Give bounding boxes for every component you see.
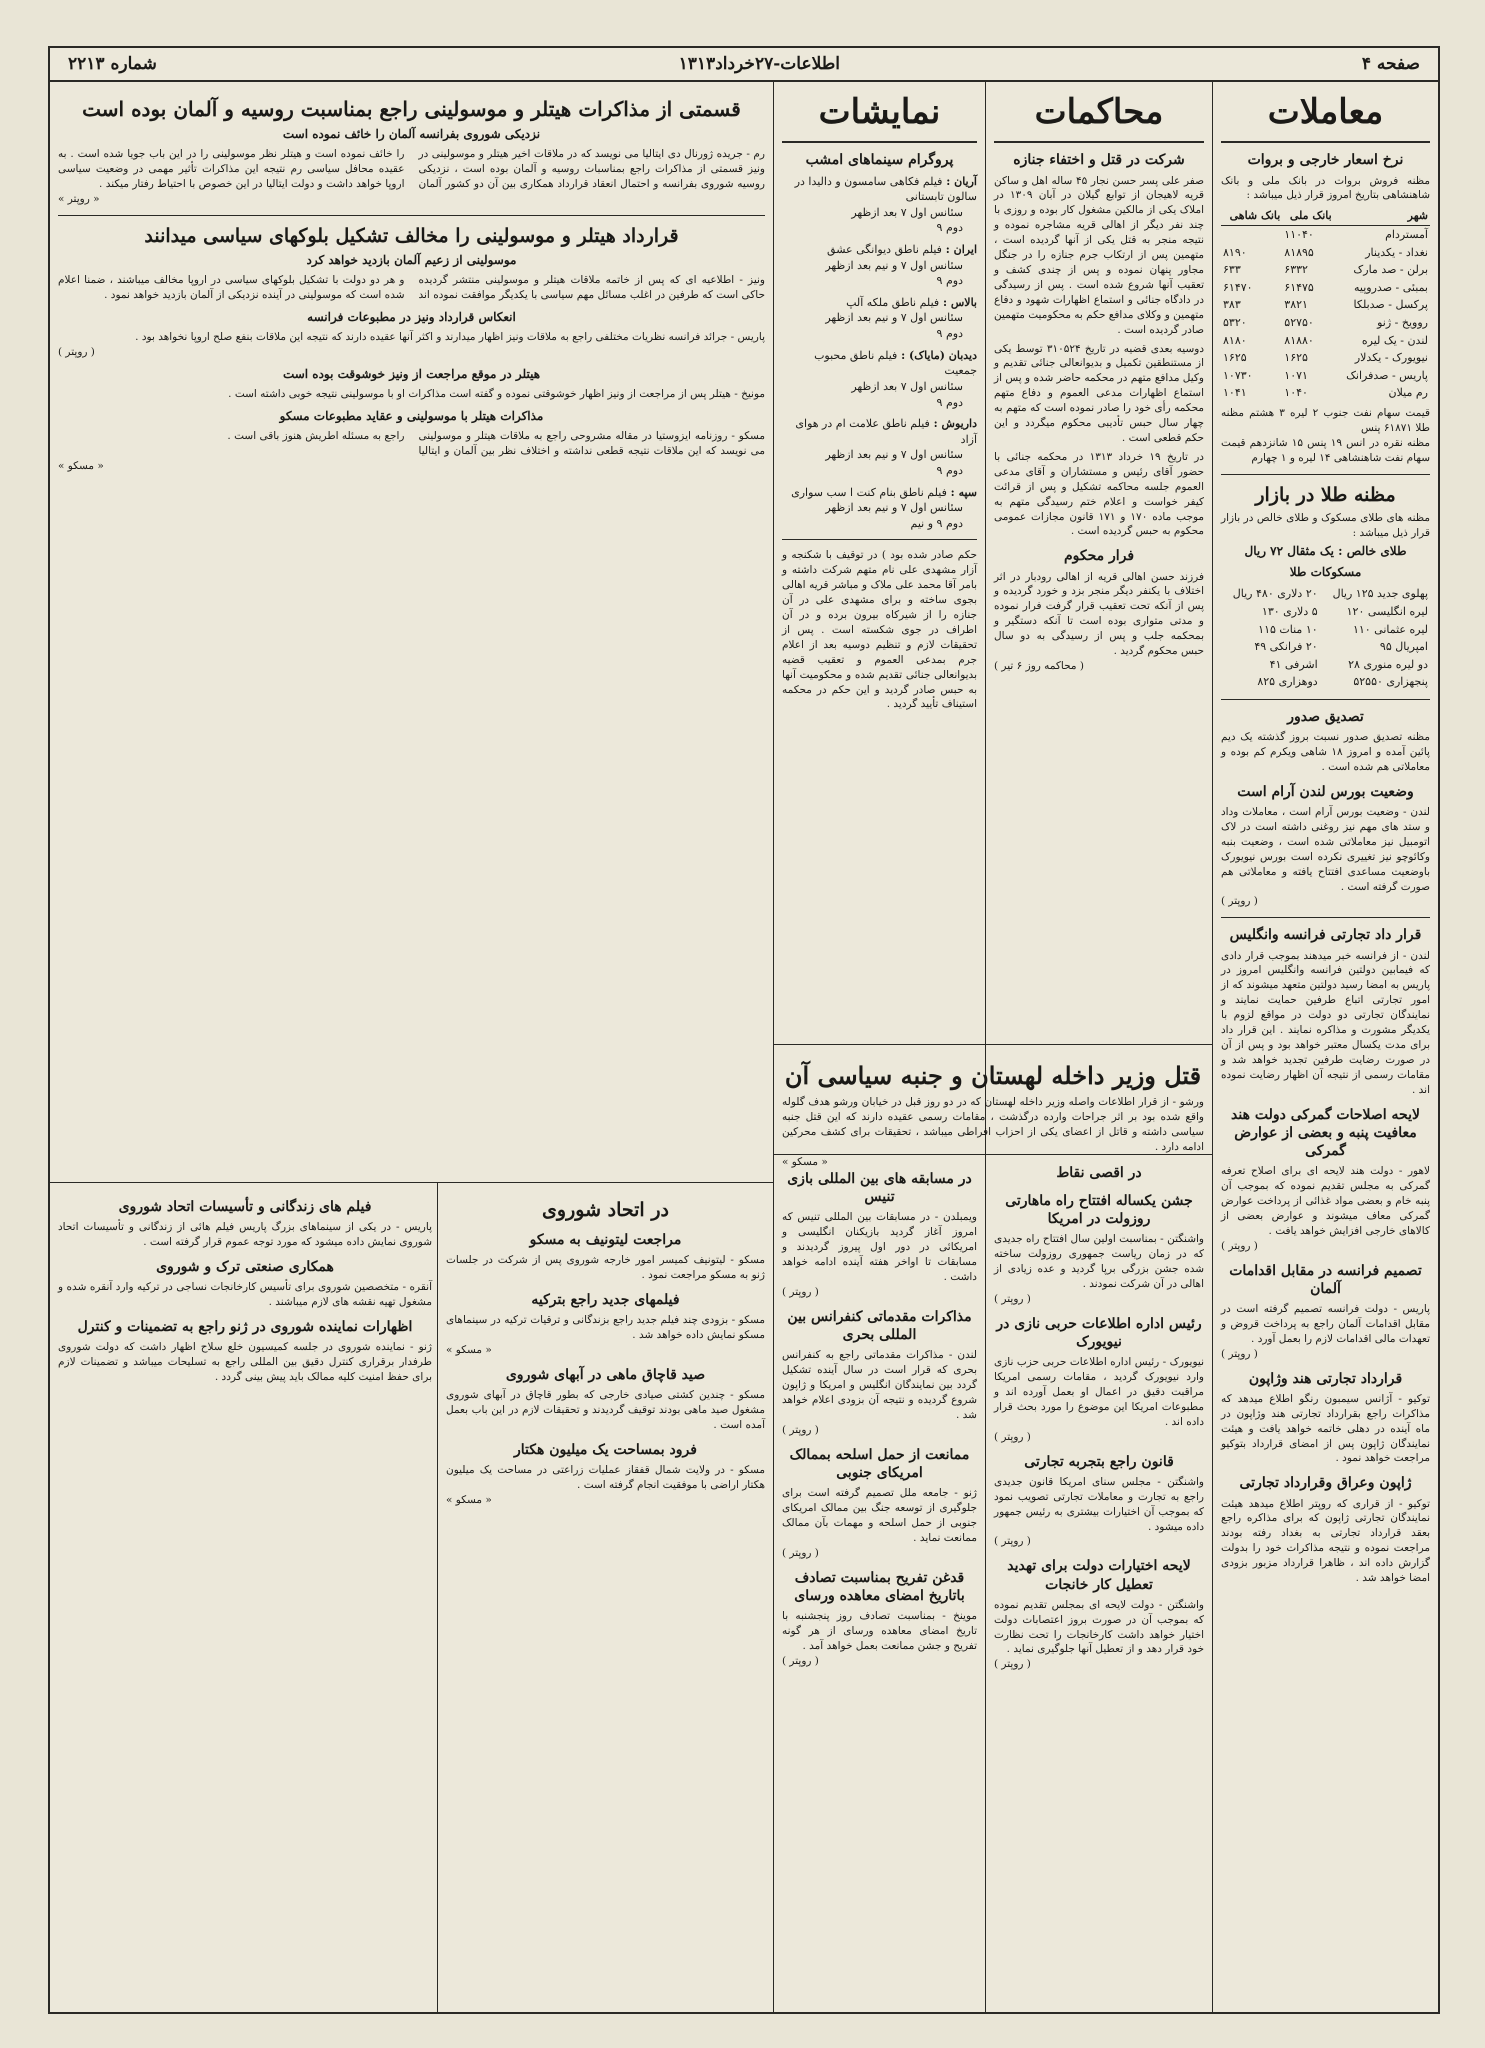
rates-cell: نیویورک - یکدلار: [1354, 351, 1428, 365]
naval-title: مذاکرات مقدماتی کنفرانس بین المللی بحری: [787, 1308, 972, 1343]
soviet-body-4: مسکو - در ولایت شمال قفقاز عملیات زراعتی در مساحت یک میلیون هکتار اراضی با موفقیت انجام گرفته است .: [446, 1463, 765, 1491]
rates-header-cell: بانک شاهی: [1221, 207, 1282, 225]
gold-coin-cell: امپریال ۹۵: [1379, 640, 1428, 654]
rates-cell: ۱۱۰۴۰: [1284, 228, 1314, 241]
section-title-namayeshat: نمایشات: [782, 88, 977, 143]
soviet-source-2: « مسکو »: [446, 1343, 492, 1356]
soviet-body-2: مسکو - بزودی چند فیلم جدید راجع بزندگانی و ترقیات ترکیه در سینماهای مسکو نمایش داده خواهد شد .: [446, 1313, 765, 1341]
misc-title-3: قانون راجع بتجربه تجارتی: [1024, 1453, 1174, 1470]
tariff-source: ( روپتر ): [1221, 1239, 1258, 1252]
rates-cell: ۶۱۴۷۰: [1223, 280, 1253, 294]
rates-cell: روویخ - ژنو: [1377, 316, 1428, 330]
gold-coin-row: [1221, 585, 1430, 603]
rates-cell: ۱۰۴۱: [1223, 386, 1247, 400]
rates-cell: ۱۶۲۵: [1284, 351, 1308, 365]
column-mohakemat: [986, 82, 1212, 1044]
assassination-body: ورشو - از قرار اطلاعات واصله وزیر داخله لهستان که در دو روز قبل در خیابان ورشو هدف گلوله واقع شده بود بر اثر جراحات وارده درگذشت ، مقامات رسمی عقیده دارند که این قتل جنبه سیاسی داشته و قاتل از اعضای یکی از احزاب افراطی میباشد ، تحقیقات برای کشف محرکین ادامه دارد .: [782, 1096, 1204, 1153]
gold-pure-label: طلای خالص: [1346, 544, 1407, 559]
court-title: شرکت در قتل و اختفاء جنازه: [1013, 152, 1185, 169]
gold-coin-row: [1221, 638, 1430, 656]
hitler-source-5: « مسکو »: [58, 459, 104, 472]
hitler-sub-4: هیتلر در موقع مراجعت از ونیز خوشوقت بوده است: [282, 367, 541, 382]
france-source: ( روپتر ): [1221, 1347, 1258, 1360]
misc-body-4: واشنگتن - دولت لایحه ای بمجلس تقدیم نموده که بموجب آن در صورت بروز اعتصابات دولت اختیار خواهد داشت کارخانجات را تحت نظارت خود قرار دهد و از تعطیل آنها جلوگیری نماید .: [994, 1598, 1204, 1656]
court-body-2: دوسیه بعدی قضیه در تاریخ ۳۱۰۵۲۴ توسط یکی از مستنطقین تکمیل و بدیوانعالی جنائی تقدیم و وکیل مدافع متهم در محکمه حاضر شده و پس از استماع اظهارات مدعی العموم و دفاع متهم محکمه رأی خود را صادر نموده است که متهم به چهار سال حبس تأدیبی محکوم میگردد و این حکم قطعی است .: [994, 342, 1204, 444]
masthead: [50, 48, 1438, 82]
hitler-sub-3: انعکاس قرارداد ونیز در مطبوعات فرانسه: [307, 310, 516, 325]
rates-header-cell: بانک ملی: [1282, 207, 1333, 225]
gold-pure-value: یک مثقال ۷۲ ریال: [1244, 544, 1334, 559]
misc-source-3: ( روپتر ): [994, 1535, 1031, 1548]
rates-row: [1221, 332, 1430, 350]
arms-title: ممانعت از حمل اسلحه بممالک امریکای جنوبی: [789, 1446, 970, 1481]
cinema-time: سئانس اول ۷ و نیم بعد ازظهر: [825, 501, 963, 515]
rates-cell: ۳۸۳: [1223, 298, 1241, 312]
rates-cell: ۶۳۳: [1223, 263, 1241, 277]
hitler-body-1: رم - جریده ژورنال دی ایتالیا می نویسد که در ملاقات اخیر هیتلر و موسولینی در ونیز قسمتی از مذاکرات راجع بمناسبات روسیه و آلمان بوده است ، نزدیکی روسیه شوروی بفرانسه و احتمال انعقاد قرارداد همکاری بین آن دو کشور آلمان را خائف نموده است و هیتلر نظر موسولینی را در این باب جویا شده است . به عقیده محافل سیاسی رم نتیجه این مذاکرات تأثیر مهمی در وضعیت سیاسی اروپا خواهد داشت و دولت ایتالیا در این خصوص با احتیاط رفتار میکند .: [58, 148, 765, 190]
column-soviet: [438, 1184, 773, 2012]
cinema-time: سئانس اول ۷ بعد ازظهر: [851, 379, 963, 393]
tariff-body: لاهور - دولت هند لایحه ای برای اصلاح تعرفه گمرکی به مجلس تقدیم نموده که بموجب آن پنبه خام و بعضی مواد غذائی از پرداخت عوارض گمرکی معاف میشوند و عوارض بعضی از کالاهای خارجی افزایش خواهد یافت .: [1221, 1165, 1430, 1237]
cinema-entry: [782, 348, 977, 410]
misc-title-2: رئیس اداره اطلاعات حربی نازی در نیویورک: [996, 1315, 1202, 1350]
misc-source-2: ( روپتر ): [994, 1430, 1031, 1443]
gold-coin-label: مسکوکات طلا: [1289, 565, 1362, 580]
rates-cell: رم میلان: [1388, 386, 1428, 400]
gold-coin-cell: دو لیره منوری ۲۸: [1348, 657, 1428, 671]
rates-table: [1221, 207, 1430, 402]
cinema-film: فیلم ناطق بنام کنت ا سب سواری: [791, 485, 947, 499]
issue-number: شماره ۲۲۱۳: [68, 54, 157, 74]
cinema-entry: [782, 416, 977, 478]
rates-row: [1221, 349, 1430, 367]
gold-coins-table: [1221, 585, 1430, 691]
bourse-title: وضعیت بورس لندن آرام است: [1237, 783, 1414, 800]
court-body-4: فرزند حسن اهالی قریه از اهالی رودبار در اثر اختلاف با یکنفر دیگر منجر بزد و خورد گردیده و پس از آنکه تحت تعقیب قرار گرفت فرار نموده و مدتی متواری بوده است تا آنکه دستگیر و بمحکمه جلب و پس از رسیدگی به دو سال حبس محکوم گردید .: [994, 570, 1204, 658]
assassination-block: [774, 1046, 1212, 1168]
film-body: پاریس - در یکی از سینماهای بزرگ پاریس فیلم هائی از زندگانی و تأسیسات اتحاد شوروی نمایش داده میشود که مورد توجه عموم قرار گرفته است .: [58, 1221, 432, 1249]
rates-cell: بمبئی - صدروپیه: [1354, 280, 1428, 294]
hitler-body-3: پاریس - جرائد فرانسه نظریات مختلفی راجع به ملاقات ونیز اظهار میدارند و اکثر آنها عقیده دارند که نتیجه این ملاقات بنفع صلح اروپا نخواهد بود .: [135, 331, 765, 344]
tennis-source: ( روپتر ): [782, 1285, 819, 1298]
rates-cell: ۱۰۴۰: [1284, 386, 1308, 400]
rates-cell: ۱۶۲۵: [1223, 351, 1247, 365]
gold-coin-row: [1221, 603, 1430, 621]
rates-cell: ۱۰۷۳۰: [1223, 368, 1253, 382]
rates-title: نرخ اسعار خارجی و بروات: [1247, 152, 1404, 169]
trade-title: قرار داد تجارتی فرانسه وانگلیس: [1229, 927, 1422, 944]
cinema-entry: [782, 242, 977, 289]
bourse-body: لندن - وضعیت بورس آرام است ، معاملات وداد و ستد های مهم نیز روغنی داشته است در لاک اتومبیل نیز معاملاتی شده است ، وضعیت بنبه وکائوچو نیز تغییری نکرده است بورس نیویورک باوضعیت مساعدی افتتاح یافته و معاملاتی هم صورت گرفته است .: [1221, 806, 1430, 893]
cinema-entry: [782, 295, 977, 342]
section-title-mohakemat: محاکمات: [994, 88, 1204, 143]
rates-note-2: مظنه نقره در انس ۱۹ پنس ۱۵ شانزدهم قیمت سهام نفت شاهنشاهی ۱۴ لیره و ۱ چهارم: [1221, 436, 1430, 464]
coop-body: آنقره - متخصصین شوروی برای تأسیس کارخانجات نساجی در ترکیه وارد آنقره شده و مشغول تهیه نقشه های لازم میباشند .: [58, 1281, 432, 1309]
geneva-body: ژنو - نماینده شوروی در جلسه کمیسیون خلع سلاح اظهار داشت که دولت شوروی طرفدار برقراری کنترل دقیق بین المللی راجع به تسلیحات میباشد و تضمینات لازم برای حفظ امنیت کلیه ممالک باید پیش بینی گردد .: [58, 1341, 432, 1383]
column-intl: [774, 1156, 985, 2012]
misc-body-1: واشنگتن - بمناسبت اولین سال افتتاح راه جدیدی که در زمان ریاست جمهوری روزولت ساخته شده جشن بزرگی برپا گردید و عده زیادی از اهالی در آن شرکت نمودند .: [994, 1233, 1204, 1290]
cinema-time: دوم ۹ و نیم: [910, 516, 963, 530]
cinema-time: سئانس اول ۷ بعد ازظهر: [851, 205, 963, 219]
geneva-title: اظهارات نماینده شوروی در ژنو راجع به تضمینات و کنترل: [77, 1319, 413, 1335]
tariff-title: لایحه اصلاحات گمرکی دولت هند معافیت پنبه و بعضی از عوارض گمرکی: [1231, 1106, 1420, 1159]
sodur-title: تصدیق صدور: [1287, 708, 1364, 725]
ban-title: قدغن تفریح بمناسبت تصادف باتاریخ امضای معاهده ورسای: [794, 1569, 965, 1604]
misc-source-1: ( روپتر ): [994, 1292, 1031, 1305]
hitler-title-2: قرارداد هیتلر و موسولینی را مخالف تشکیل بلوکهای سیاسی میدانند: [144, 224, 679, 247]
rates-cell: نغداد - یکدینار: [1365, 245, 1428, 259]
gold-coin-row: [1221, 673, 1430, 691]
rates-cell: پاریس - صدفرانک: [1346, 368, 1428, 382]
gold-coin-row: [1221, 621, 1430, 639]
hitler-sub-5: مذاکرات هیتلر با موسولینی و عقاید مطبوعات مسکو: [279, 408, 544, 423]
gold-title: مظنه طلا در بازار: [1255, 483, 1396, 506]
assassination-source: « مسکو »: [782, 1155, 828, 1168]
ban-body: موینخ - بمناسبت تصادف روز پنجشنبه با تاریخ امضای معاهده ورسای از هر گونه تفریح و جشن ممانعت بعمل خواهد آمد .: [782, 1609, 977, 1652]
cinema-time: دوم ۹: [936, 221, 963, 235]
cinema-name: ایران :: [941, 243, 977, 257]
misc-source-4: ( روپتر ): [994, 1658, 1031, 1671]
cinema-entry: [782, 485, 977, 532]
trade-body: لندن - از فرانسه خبر میدهند بموجب قرار دادی که فیمابین دولتین فرانسه وانگلیس امروز در پاریس به امضا رسید دولتین متعهد میشوند که از امور تجارتی اتباع طرفین حمایت نمایند و نمایندگان تجارتی دو دولت در مواقع لزوم با یکدیگر مشورت و مذاکره نمایند . این قرار داد برای مدت یکسال معتبر خواهد بود و پس از آن در صورت رضایت طرفین تجدید خواهد شد و مقامات رسمی از نتیجه آن اظهار رضایت نموده اند .: [1221, 949, 1430, 1096]
soviet-title-2: فیلمهای جدید راجع بترکیه: [531, 1291, 680, 1308]
gold-coin-cell: اشرفی ۴۱: [1269, 657, 1318, 671]
rates-cell: [1221, 226, 1282, 244]
column-soviet-misc: [50, 1184, 440, 2012]
cinema-film: فیلم ناطق دیوانگی عشق: [827, 243, 942, 257]
rates-header-cell: شهر: [1334, 207, 1430, 225]
gold-intro: مظنه های طلای مسکوک و طلای خالص در بازار قرار ذیل میباشد :: [1221, 512, 1430, 540]
rates-cell: ۶۳۳۲: [1284, 263, 1308, 277]
cinema-film: فیلم ناطق محبوب جمعیت: [814, 348, 977, 378]
hitler-body-2: ونیز - اطلاعیه ای که پس از خاتمه ملاقات هیتلر و موسولینی منتشر گردیده حاکی است که طرفین در اغلب مسائل مهم سیاسی با یکدیگر موافقت نموده اند و هر دو دولت با تشکیل بلوکهای سیاسی در اروپا مخالف میباشند ، ضمنا اعلام شده است که موسولینی در آینده نزدیکی از آلمان بازدید خواهد نمود .: [58, 274, 765, 302]
gold-coin-cell: ۱۰ منات ۱۱۵: [1258, 622, 1318, 636]
cinema-program-title: پروگرام سینماهای امشب: [805, 152, 954, 169]
cinema-name: بالاس :: [939, 295, 977, 309]
rates-row: [1221, 296, 1430, 314]
soviet-head: در اتحاد شوروی: [542, 1199, 669, 1221]
cinema-name: سپه :: [946, 485, 977, 499]
cinema-entry: [782, 174, 977, 236]
rates-cell: آمستردام: [1385, 228, 1428, 241]
naval-body: لندن - مذاکرات مقدماتی راجع به کنفرانس بحری که قرار است در سال آینده تشکیل گردد بین نمایندگان انگلیس و امریکا و ژاپون شروع گردیده و نتیجه آن بزودی اعلام خواهد شد .: [782, 1349, 977, 1421]
rates-row: [1221, 367, 1430, 385]
rates-row: [1221, 226, 1430, 244]
hitler-body-4: مونیخ - هیتلر پس از مراجعت از ونیز اظهار خوشوقتی نموده و گفته است مذاکرات او با موسولینی نتیجه خوبی داشته است .: [228, 388, 765, 401]
france-body: پاریس - دولت فرانسه تصمیم گرفته است در مقابل اقدامات آلمان راجع به پرداخت قروض و تعهدات مالی اقدامات لازم را بعمل آورد .: [1221, 1303, 1430, 1345]
issue-date: اطلاعات-۲۷خرداد۱۳۱۳: [678, 54, 840, 74]
rates-cell: ۵۲۷۵۰: [1284, 316, 1314, 330]
bourse-source: ( روپتر ): [1221, 895, 1258, 908]
arms-body: ژنو - جامعه ملل تصمیم گرفته است برای جلوگیری از توسعه جنگ بین ممالک امریکای جنوبی از حمل اسلحه و مهمات بآن ممالک ممانعت نماید .: [782, 1487, 977, 1544]
gold-coin-cell: پهلوی جدید ۱۲۵ ریال: [1332, 587, 1428, 601]
soviet-title-1: مراجعت لیتونیف به مسکو: [529, 1231, 682, 1248]
misc-subhead: در اقصی نقاط: [1056, 1165, 1142, 1181]
ban-source: ( روپتر ): [782, 1654, 819, 1667]
court-body-1: صفر علی پسر حسن نجار ۴۵ ساله اهل و ساکن قریه لاهیجان از توابع گیلان در آبان ۱۳۰۹ در املاک یکی از مالکین مشغول کار بوده و روزی با چند نفر دیگر از اهالی قریه مشاجره نموده و نتیجه منجر به قتل یکی از آنها گردیده است ، متهمین پس از ارتکاب جرم جنازه را در جنگل مجاور پنهان نموده و پس از چندی کشف و تعقیب آنها شروع شده است . پس از رسیدگی در دادگاه جنائی و استماع اظهارات شهود و دفاع متهمین و وکلای مدافع حکم به محکومیت متهمین صادر گردیده است .: [994, 174, 1204, 336]
gold-coin-cell: دوهزاری ۸۲۵: [1257, 675, 1318, 689]
gold-coin-cell: ۲۰ دلاری ۴۸۰ ریال: [1232, 587, 1318, 601]
cinema-film: فیلم ناطق علامت ام در هوای آزاد: [795, 417, 977, 446]
hitler-source-1: « روپتر »: [58, 192, 100, 205]
court-title-2: فرار محکوم: [1063, 548, 1135, 565]
rates-cell: ۱۰۷۱: [1284, 368, 1308, 382]
column-namayeshat: [774, 82, 985, 1044]
court-body-3: در تاریخ ۱۹ خرداد ۱۳۱۳ در محکمه جنائی با حضور آقای رئیس و مستشاران و آقای مدعی العموم جلسه محاکمه تشکیل و پس از قرائت کیفر خواست و اعلام ختم رسیدگی متهم به موجب ماده ۱۷۰ و ۱۷۱ قانون مجازات عمومی محکوم به حبس گردیده است .: [994, 450, 1205, 538]
misc-body-2: نیویورک - رئیس اداره اطلاعات حربی حزب نازی وارد نیویورک گردید ، مقامات رسمی امریکا مراقبت دقیق در اعمال او بعمل آورده اند و مطبوعات امریکا این موضوع را مورد بحث قرار داده اند .: [994, 1356, 1204, 1428]
gold-coin-cell: لیره عثمانی ۱۱۰: [1352, 622, 1428, 636]
film-title: فیلم های زندگانی و تأسیسات اتحاد شوروی: [118, 1199, 372, 1215]
arms-source: ( روپتر ): [782, 1546, 819, 1559]
gold-coin-row: [1221, 656, 1430, 674]
soviet-source-4: « مسکو »: [446, 1493, 492, 1506]
rates-row: [1221, 314, 1430, 332]
column-muamelat: معاملات نرخ اسعار خارجی و بروات مظنه فروش بروات در بانک ملی و بانک شاهنشاهی بتاریخ امروز قرار ذیل میباشد : شهر بانک ملی بانک شاهی آمستردام ۱۱۰۴۰ نغداد - یکدینار ۸۱۸۹۵ ۸۱۹۰ برلن - صد مارک ۶۳۳۲ ۶۳۳ بمبئی - صدروپیه ۶۱۴۷۵ ۶۱۴۷۰ پرکسل - صدبلکا ۳۸۲۱ ۳۸۳ روویخ - ژنو ۵۲۷۵۰ ۵۳۲۰ لندن - یک لیره ۸۱۸۸۰ ۸۱۸۰ نیویورک - یکدلار ۱۶۲۵ ۱۶۲۵ پاریس - صدفرانک ۱۰۷۱ ۱۰۷۳۰ رم میلان ۱۰۴۰ ۱۰۴۱ قیمت سهام نفت جنوب ۲ لیره ۳ هشتم مظنه طلا ۶۱۸۷۱ پنس مظنه نقره در انس ۱۹ پنس ۱۵ شانزدهم قیمت سهام نفت شاهنشاهی ۱۴ لیره و ۱ چهارم مظنه طلا در بازار مظنه های طلای مسکوک و طلای خالص در بازار قرار ذیل میباشد : طلای خالص : یک مثقال ۷۲ ریال مسکوکات طلا پهلوی جدید ۱۲۵ ریال ۲۰ دلاری ۴۸۰ ریال لیره انگلیسی ۱۲۰ ۵ دلاری ۱۳۰ لیره عثمانی ۱۱۰ ۱۰ منات ۱۱۵ امپریال ۹۵ ۲۰ فرانکی ۴۹ دو لیره منوری ۲۸ اشرفی ۴۱ پنجهزاری ۵۲۵۵۰ دوهزاری ۸۲۵ تصدیق صدور مظنه تصدیق صدور نسبت بروز گذشته یک دیم پائین آمده و امروز ۱۸ شاهی ویکرم کم بوده و معاملاتی هم شده است . وضعیت بورس لندن آرام است لندن - وضعیت بورس آرام است ، معاملات وداد و ستد های مهم نیز روغنی داشته است در لاک اتومبیل نیز معاملاتی شده است ، وضعیت بنبه وکائوچو نیز تغییری نکرده است بورس نیویورک باوضعیت مساعدی افتتاح یافته و معاملاتی هم صورت گرفته است . ( روپتر ) قرار داد تجارتی فرانسه وانگلیس لندن - از فرانسه خبر میدهند بموجب قرار دادی که فیمابین دولتین فرانسه وانگلیس امروز در پاریس به امضا رسید دولتین متعهد میشوند که از امور تجارتی اتباع طرفین حمایت نمایند و نمایندگان تجارتی دو دولت در مواقع لزوم با یکدیگر مشورت و مذاکره نمایند . این قرار داد برای مدت یکسال معتبر خواهد بود و پس از آن در صورت رضایت طرفین تجدید خواهد شد و مقامات رسمی از نتیجه آن اظهار رضایت نموده اند . لایحه اصلاحات گمرکی دولت هند معافیت پنبه و بعضی از عوارض گمرکی لاهور - دولت هند لایحه ای برای اصلاح تعرفه گمرکی به مجلس تقدیم نموده که بموجب آن پنبه خام و بعضی مواد غذائی از پرداخت عوارض گمرکی معاف میشوند و عوارض بعضی از کالاهای خارجی افزایش خواهد یافت . ( روپتر ) تصمیم فرانسه در مقابل اقدامات آلمان پاریس - دولت فرانسه تصمیم گرفته است در مقابل اقدامات آلمان راجع به پرداخت قروض و تعهدات مالی اقدامات لازم را بعمل آورد . ( روپتر ) قرارداد تجارتی هند وژاپون توکیو - آژانس سیمبون رنگو اطلاع میدهد که مذاکرات راجع بقرارداد تجارتی هند وژاپون در ماه آینده در دهلی خاتمه خواهد یافت و هیئت نمایندگان ژاپون پس از امضای قرارداد بتوکیو مراجعت خواهد نمود . ژاپون وعراق وقرارداد تجارتی توکیو - از قراری که روپتر اطلاع میدهد هیئت نمایندگان تجارتی ژاپون که برای مذاکره راجع بعقد قرارداد تجارتی به بغداد رفته بودند مراجعت نموده و نتیجه مذاکرات خود را بدولت گزارش داده اند ، ظاهرا قرارداد مزبور بزودی امضا خواهد شد .: [1213, 82, 1438, 2012]
rates-cell: ۵۳۲۰: [1223, 316, 1247, 330]
soviet-title-4: فرود بمساحت یک میلیون هکتار: [514, 1441, 697, 1458]
section-title-muamelat: معاملات: [1221, 88, 1430, 143]
cinema-time: دوم ۹: [936, 274, 963, 288]
columns: [50, 82, 1438, 2012]
rates-cell: پرکسل - صدبلکا: [1353, 298, 1428, 312]
cinema-name: آریان :: [942, 174, 977, 188]
rates-note: قیمت سهام نفت جنوب ۲ لیره ۳ هشتم مظنه طلا ۶۱۸۷۱ پنس: [1221, 407, 1430, 434]
cinema-time: سئانس اول ۷ و نیم بعد ازظهر: [825, 448, 963, 462]
japan-iraq-title: ژاپون وعراق وقرارداد تجارتی: [1239, 1475, 1412, 1492]
rates-row: [1221, 279, 1430, 297]
page-number: صفحه ۴: [1361, 54, 1420, 74]
soviet-body-1: مسکو - لیتونیف کمیسر امور خارجه شوروی پس از شرکت در جلسات ژنو به مسکو مراجعت نمود .: [446, 1253, 765, 1281]
newspaper-page: [48, 46, 1440, 2014]
cinema-time: سئانس اول ۷ و نیم بعد ازظهر: [825, 258, 963, 272]
rates-cell: ۸۱۹۰: [1223, 245, 1247, 259]
cinema-time: دوم ۹: [936, 327, 963, 341]
rates-cell: برلن - صد مارک: [1353, 263, 1428, 277]
soviet-body-3: مسکو - چندین کشتی صیادی خارجی که بطور قاچاق در آبهای شوروی مشغول صید ماهی بودند توقیف گردیدند و تحقیقات لازم در این باب بعمل آمده است .: [446, 1388, 765, 1431]
misc-body-3: واشنگتن - مجلس سنای امریکا قانون جدیدی راجع به تجارت و معاملات تجارتی تصویب نمود که بموجب آن اختیارات بیشتری به رئیس جمهور داده میشود .: [994, 1475, 1204, 1533]
rates-cell: ۸۱۸۰: [1223, 333, 1247, 347]
hitler-sub-2: موسولینی از زعیم آلمان بازدید خواهد کرد: [306, 253, 517, 268]
rates-cell: لندن - یک لیره: [1361, 333, 1428, 347]
tennis-body: ویمبلدن - در مسابقات بین المللی تنیس که امروز آغاز گردید بازیکنان انگلیسی و امریکائی در دور اول پیروز گردیدند و مسابقات تا اواخر هفته آینده ادامه خواهد داشت .: [782, 1211, 977, 1283]
hitler-body-5: مسکو - روزنامه ایزوستیا در مقاله مشروحی راجع به ملاقات هیتلر و موسولینی می نویسد که این ملاقات نتیجه قطعی نداشته و اختلاف نظر بین آلمان و ایتالیا راجع به مسئله اطریش هنوز باقی است .: [227, 430, 765, 457]
court-body-4-source: ( محاکمه روز ۶ تیر ): [994, 659, 1084, 672]
tennis-title: در مسابقه های بین المللی بازی تنیس: [787, 1171, 972, 1206]
assassination-title: قتل وزیر داخله لهستان و جنبه سیاسی آن: [784, 1061, 1202, 1090]
cinema-time: دوم ۹: [936, 463, 963, 477]
rates-intro: مظنه فروش بروات در بانک ملی و بانک شاهنشاهی بتاریخ امروز قرار ذیل میباشد :: [1221, 174, 1430, 202]
india-japan-title: قرارداد تجارتی هند وژاپون: [1248, 1370, 1403, 1387]
misc-title-4: لایحه اختیارات دولت برای تهدید تعطیل کار خانجات: [1007, 1558, 1191, 1593]
naval-source: ( روپتر ): [782, 1423, 819, 1436]
gold-coin-cell: پنجهزاری ۵۲۵۵۰: [1353, 675, 1428, 689]
gold-coin-cell: لیره انگلیسی ۱۲۰: [1346, 604, 1428, 618]
misc-title-1: جشن یکساله افتتاح راه ماهارتی روزولت در امریکا: [1005, 1192, 1193, 1228]
rates-row: [1221, 261, 1430, 279]
column-misc: [986, 1156, 1212, 2012]
hitler-sub-1: نزدیکی شوروی بفرانسه آلمان را خائف نموده است: [282, 127, 541, 141]
coop-title: همکاری صنعتی ترک و شوروی: [156, 1259, 334, 1275]
gold-coin-cell: ۵ دلاری ۱۳۰: [1261, 604, 1318, 618]
cinema-name: دیدبان (مایاک) :: [897, 348, 977, 362]
sodur-body: مظنه تصدیق صدور نسبت بروز گذشته یک دیم پائین آمده و امروز ۱۸ شاهی ویکرم کم بوده و معاملاتی هم شده است .: [1221, 731, 1430, 773]
france-title: تصمیم فرانسه در مقابل اقدامات آلمان: [1229, 1262, 1422, 1297]
cinema-film: فیلم فکاهی سامسون و دالیدا در سالون تابستانی: [794, 174, 977, 204]
hitler-source-3: ( روپتر ): [58, 346, 95, 359]
rates-cell: ۳۸۲۱: [1284, 298, 1308, 312]
rates-row: [1221, 384, 1430, 402]
cinema-name: داریوش :: [929, 417, 977, 431]
india-japan-body: توکیو - آژانس سیمبون رنگو اطلاع میدهد که مذاکرات راجع بقرارداد تجارتی هند وژاپون در ماه آینده در دهلی خاتمه خواهد یافت و هیئت نمایندگان ژاپون پس از امضای قرارداد بتوکیو مراجعت خواهد نمود .: [1221, 1392, 1430, 1465]
hitler-title: قسمتی از مذاکرات هیتلر و موسولینی راجع بمناسبت روسیه و آلمان بوده است: [82, 97, 741, 121]
cinema-film: فیلم ناطق ملکه آلپ: [846, 295, 940, 309]
story-body: حکم صادر شده بود ) در توقیف با شکنجه و آزار مشهدی علی نام متهم شرکت داشته و بامر آقا محمد علی ملاک و مباشر قریه اهالی بجوی ساخته و برای مشهدی علی در آن جنازه را از شیرکاه بیرون برده و در آن اطراف در جوی شکسته است . پس از تحقیقات لازم و تنظیم دوسیه بعد از اعلام جرم بمدعی العموم و تعقیب قضیه بدیوانعالی جنائی تقدیم شده و محکومیت آنها به حبس صادر گردید و این حکم در محکمه استیناف تأیید گردید .: [782, 549, 977, 711]
cinema-time: دوم ۹: [936, 395, 963, 409]
japan-iraq-body: توکیو - از قراری که روپتر اطلاع میدهد هیئت نمایندگان تجارتی ژاپون که برای مذاکره راجع بعقد قرارداد تجارتی به بغداد رفته بودند مراجعت نموده و نتیجه مذاکرات خود را بدولت گزارش داده اند ، ظاهرا قرارداد مزبور بزودی امضا خواهد شد .: [1221, 1497, 1430, 1585]
rates-row: [1221, 244, 1430, 262]
column-hitler: [50, 82, 773, 1182]
soviet-title-3: صید قاچاق ماهی در آبهای شوروی: [505, 1366, 706, 1383]
cinema-time: سئانس اول ۷ و نیم بعد ازظهر: [825, 311, 963, 325]
rates-cell: ۶۱۴۷۵: [1284, 280, 1314, 294]
gold-coin-cell: ۲۰ فرانکی ۴۹: [1254, 640, 1318, 654]
rates-cell: ۸۱۸۹۵: [1284, 245, 1314, 259]
cinema-list: [782, 174, 977, 532]
rates-cell: ۸۱۸۸۰: [1284, 333, 1314, 347]
